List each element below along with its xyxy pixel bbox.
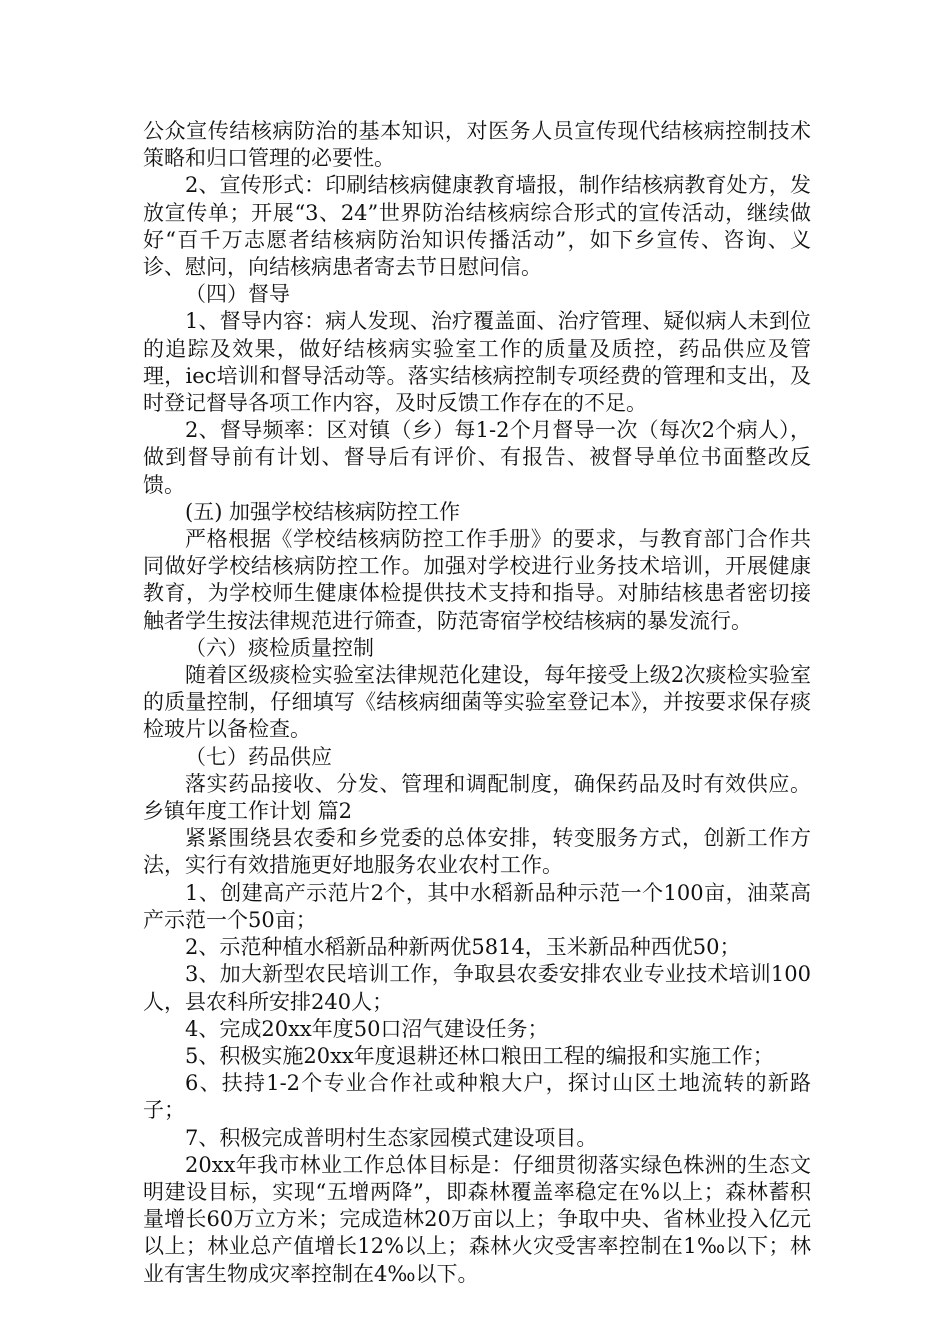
paragraph-publicity-form: 2、宣传形式：印刷结核病健康教育墙报，制作结核病教育处方，发放宣传单；开展“3、24”世界防治结核病综合形式的宣传活动，继续做好“百千万志愿者结核病防治知识传播活动”，如下乡宣传、咨询、义诊、慰问，向结核病患者寄去节日慰问信。	[143, 173, 811, 280]
paragraph-township-intro: 紧紧围绕县农委和乡党委的总体安排，转变服务方式，创新工作方法，实行有效措施更好地服务农业农村工作。	[143, 826, 811, 878]
list-item-6: 6、扶持1-2个专业合作社或种粮大户，探讨山区土地流转的新路子；	[143, 1071, 811, 1123]
list-item-4: 4、完成20xx年度50口沼气建设任务；	[185, 1016, 549, 1041]
section-heading-sputum-qc: （六）痰检质量控制	[185, 635, 374, 660]
list-item-5: 5、积极实施20xx年度退耕还林口粮田工程的编报和实施工作；	[185, 1043, 774, 1068]
list-item-7: 7、积极完成普明村生态家园模式建设项目。	[185, 1125, 598, 1150]
paragraph-drug-supply: 落实药品接收、分发、管理和调配制度，确保药品及时有效供应。乡镇年度工作计划 篇2	[143, 771, 811, 824]
document-page	[143, 118, 811, 1288]
section-heading-supervision: （四）督导	[185, 282, 290, 307]
section-heading-school-tb: (五) 加强学校结核病防控工作	[185, 499, 461, 524]
list-item-2: 2、示范种植水稻新品种新两优5814，玉米新品种西优50；	[185, 935, 741, 960]
section-heading-drug-supply: （七）药品供应	[185, 744, 332, 769]
paragraph-supervision-frequency: 2、督导频率：区对镇（乡）每1-2个月督导一次（每次2个病人），做到督导前有计划、督导后有评价、有报告、被督导单位书面整改反馈。	[143, 418, 811, 497]
paragraph-forestry-goals: 20xx年我市林业工作总体目标是：仔细贯彻落实绿色株洲的生态文明建设目标，实现“五增两降”，即森林覆盖率稳定在%以上；森林蓄积量增长60万立方米；完成造林20万亩以上；争取中央、省林业投入亿元以上；林业总产值增长12%以上；森林火灾受害率控制在1‰以下；林业有害生物成灾率控制在4‰以下。	[143, 1152, 811, 1286]
paragraph-intro: 公众宣传结核病防治的基本知识，对医务人员宣传现代结核病控制技术策略和归口管理的必要性。	[143, 119, 811, 171]
paragraph-supervision-content: 1、督导内容：病人发现、治疗覆盖面、治疗管理、疑似病人未到位的追踪及效果，做好结核病实验室工作的质量及质控，药品供应及管理，iec培训和督导活动等。落实结核病控制专项经费的管理和支出，及时登记督导各项工作内容，及时反馈工作存在的不足。	[143, 309, 811, 416]
list-item-1: 1、创建高产示范片2个，其中水稻新品种示范一个100亩，油菜高产示范一个50亩；	[143, 880, 811, 932]
paragraph-sputum-qc: 随着区级痰检实验室法律规范化建设，每年接受上级2次痰检实验室的质量控制，仔细填写《结核病细菌等实验室登记本》，并按要求保存痰检玻片以备检查。	[143, 663, 811, 742]
list-item-3: 3、加大新型农民培训工作，争取县农委安排农业专业技术培训100人，县农科所安排240人；	[143, 962, 811, 1014]
paragraph-school-tb: 严格根据《学校结核病防控工作手册》的要求，与教育部门合作共同做好学校结核病防控工作。加强对学校进行业务技术培训，开展健康教育，为学校师生健康体检提供技术支持和指导。对肺结核患者密切接触者学生按法律规范进行筛查，防范寄宿学校结核病的暴发流行。	[143, 527, 811, 633]
